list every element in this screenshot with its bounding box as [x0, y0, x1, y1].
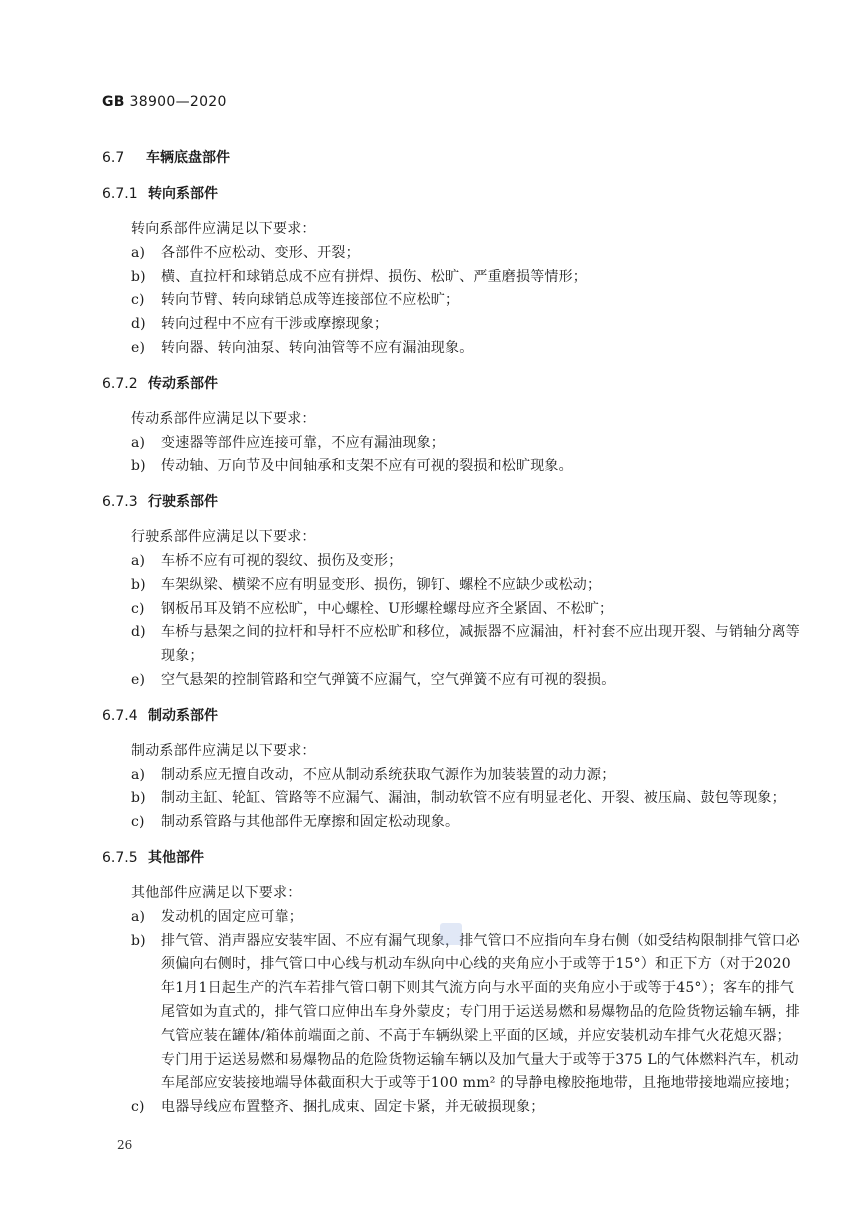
list-item: [102, 811, 802, 835]
item-text: 各部件不应松动、变形、开裂；: [161, 244, 360, 261]
clause-intro: 转向系部件应满足以下要求：: [131, 221, 316, 237]
clause-number: 6.7.2: [102, 375, 138, 392]
clause-title: 其他部件: [148, 849, 204, 866]
list-item: [102, 1096, 802, 1120]
list-item: [102, 764, 802, 788]
section-title: 车辆底盘部件: [146, 150, 230, 166]
clause-heading: [102, 373, 802, 395]
item-mark: b): [131, 268, 146, 285]
item-text: 转向过程中不应有干涉或摩擦现象；: [161, 316, 389, 333]
list-item: [102, 930, 802, 1097]
item-mark: b): [131, 576, 146, 593]
list-item: [102, 574, 802, 598]
standard-number: 38900—2020: [129, 94, 227, 110]
list-item: [102, 455, 802, 479]
item-mark: a): [131, 434, 146, 451]
item-text: 车桥不应有可视的裂纹、损伤及变形；: [161, 552, 403, 569]
clause-6-7-3: [102, 491, 802, 693]
item-text: 转向节臂、转向球销总成等连接部位不应松旷；: [161, 292, 460, 309]
clause-intro: 传动系部件应满足以下要求：: [131, 410, 316, 427]
item-mark: c): [131, 814, 145, 831]
list-item: [102, 598, 802, 622]
list-item: [102, 337, 802, 361]
item-text: 电器导线应布置整齐、捆扎成束、固定卡紧，并无破损现象；: [161, 1099, 545, 1116]
document-body: [102, 142, 802, 1132]
clause-intro: 其他部件应满足以下要求：: [131, 884, 302, 901]
clause-intro: 制动系部件应满足以下要求：: [131, 742, 316, 759]
clause-6-7-5: [102, 847, 802, 1120]
item-text: 制动系应无擅自改动，不应从制动系统获取气源作为加装装置的动力源；: [161, 766, 616, 783]
clause-title: 转向系部件: [148, 186, 218, 202]
item-text: 制动系管路与其他部件无摩擦和固定松动现象。: [161, 814, 460, 831]
item-text: 发动机的固定应可靠；: [161, 908, 303, 925]
clause-6-7-1: [102, 183, 802, 361]
item-text: 变速器等部件应连接可靠，不应有漏油现象；: [161, 434, 445, 451]
section-number: 6.7: [102, 150, 125, 166]
clause-title: 行驶系部件: [148, 494, 218, 511]
list-item: [102, 313, 802, 337]
clause-number: 6.7.3: [102, 494, 138, 511]
item-mark: a): [131, 552, 146, 569]
clause-heading: [102, 847, 802, 869]
list-item: [102, 266, 802, 290]
item-mark: b): [131, 458, 146, 475]
item-mark: b): [131, 932, 146, 949]
item-text: 车桥与悬架之间的拉杆和导杆不应松旷和移位，减振器不应漏油，杆衬套不应出现开裂、与销轴分离等现象；: [161, 624, 800, 665]
item-mark: a): [131, 766, 146, 783]
item-mark: c): [131, 1099, 145, 1116]
clause-number: 6.7.5: [102, 849, 138, 866]
clause-number: 6.7.4: [102, 707, 138, 724]
list-item: [102, 432, 802, 456]
item-mark: d): [131, 624, 146, 641]
item-mark: e): [131, 671, 146, 688]
item-text: 排气管、消声器应安装牢固、不应有漏气现象，排气管口不应指向车身右侧（如受结构限制排气管口必须偏向右侧时，排气管口中心线与机动车纵向中心线的夹角应小于或等于15°）和正下方（对于2020年1月1日起生产的汽车若排气管口朝下则其气流方向与水平面的夹角应小于或等于45°）；客车的排气尾管如为直式的，排气管口应伸出车身外蒙皮；专门用于运送易燃和易爆物品的危险货物运输车辆，排气管应装在罐体/箱体前端面之前、不高于车辆纵梁上平面的区域，并应安装机动车排气火花熄灭器；专门用于运送易燃和易爆物品的危险货物运输车辆以及加气量大于或等于375 L的气体燃料汽车，机动车尾部应安装接地端导体截面积大于或等于100 mm² 的导静电橡胶拖地带，且拖地带接地端应接地；: [161, 932, 800, 1092]
item-text: 空气悬架的控制管路和空气弹簧不应漏气，空气弹簧不应有可视的裂损。: [161, 671, 616, 688]
section-heading: [102, 147, 802, 169]
standard-prefix: GB: [102, 94, 125, 110]
clause-intro: 行驶系部件应满足以下要求：: [131, 529, 316, 546]
scan-smudge: [440, 923, 462, 945]
item-mark: e): [131, 339, 146, 356]
clause-heading: [102, 491, 802, 513]
list-item: [102, 550, 802, 574]
list-item: [102, 787, 802, 811]
page-number: 26: [117, 1138, 133, 1152]
clause-6-7-4: [102, 705, 802, 835]
item-text: 钢板吊耳及销不应松旷，中心螺栓、U形螺栓螺母应齐全紧固、不松旷；: [161, 600, 614, 617]
item-mark: a): [131, 908, 146, 925]
clause-heading: [102, 183, 802, 205]
list-item: [102, 621, 802, 669]
item-text: 制动主缸、轮缸、管路等不应漏气、漏油，制动软管不应有明显老化、开裂、被压扁、鼓包等现象；: [161, 790, 786, 807]
standard-code: [102, 94, 227, 110]
item-mark: d): [131, 316, 146, 333]
list-item: [102, 669, 802, 693]
clause-6-7-2: [102, 373, 802, 479]
clause-title: 制动系部件: [148, 707, 218, 724]
item-mark: a): [131, 244, 146, 261]
item-text: 车架纵梁、横梁不应有明显变形、损伤，铆钉、螺栓不应缺少或松动；: [161, 576, 602, 593]
clause-heading: [102, 705, 802, 727]
item-mark: b): [131, 790, 146, 807]
item-text: 横、直拉杆和球销总成不应有拼焊、损伤、松旷、严重磨损等情形；: [161, 268, 587, 285]
list-item: [102, 289, 802, 313]
item-text: 转向器、转向油泵、转向油管等不应有漏油现象。: [161, 339, 474, 356]
item-mark: c): [131, 292, 145, 309]
clause-number: 6.7.1: [102, 186, 138, 202]
item-mark: c): [131, 600, 145, 617]
clause-title: 传动系部件: [148, 375, 218, 392]
item-text: 传动轴、万向节及中间轴承和支架不应有可视的裂损和松旷现象。: [161, 458, 573, 475]
list-item: [102, 242, 802, 266]
